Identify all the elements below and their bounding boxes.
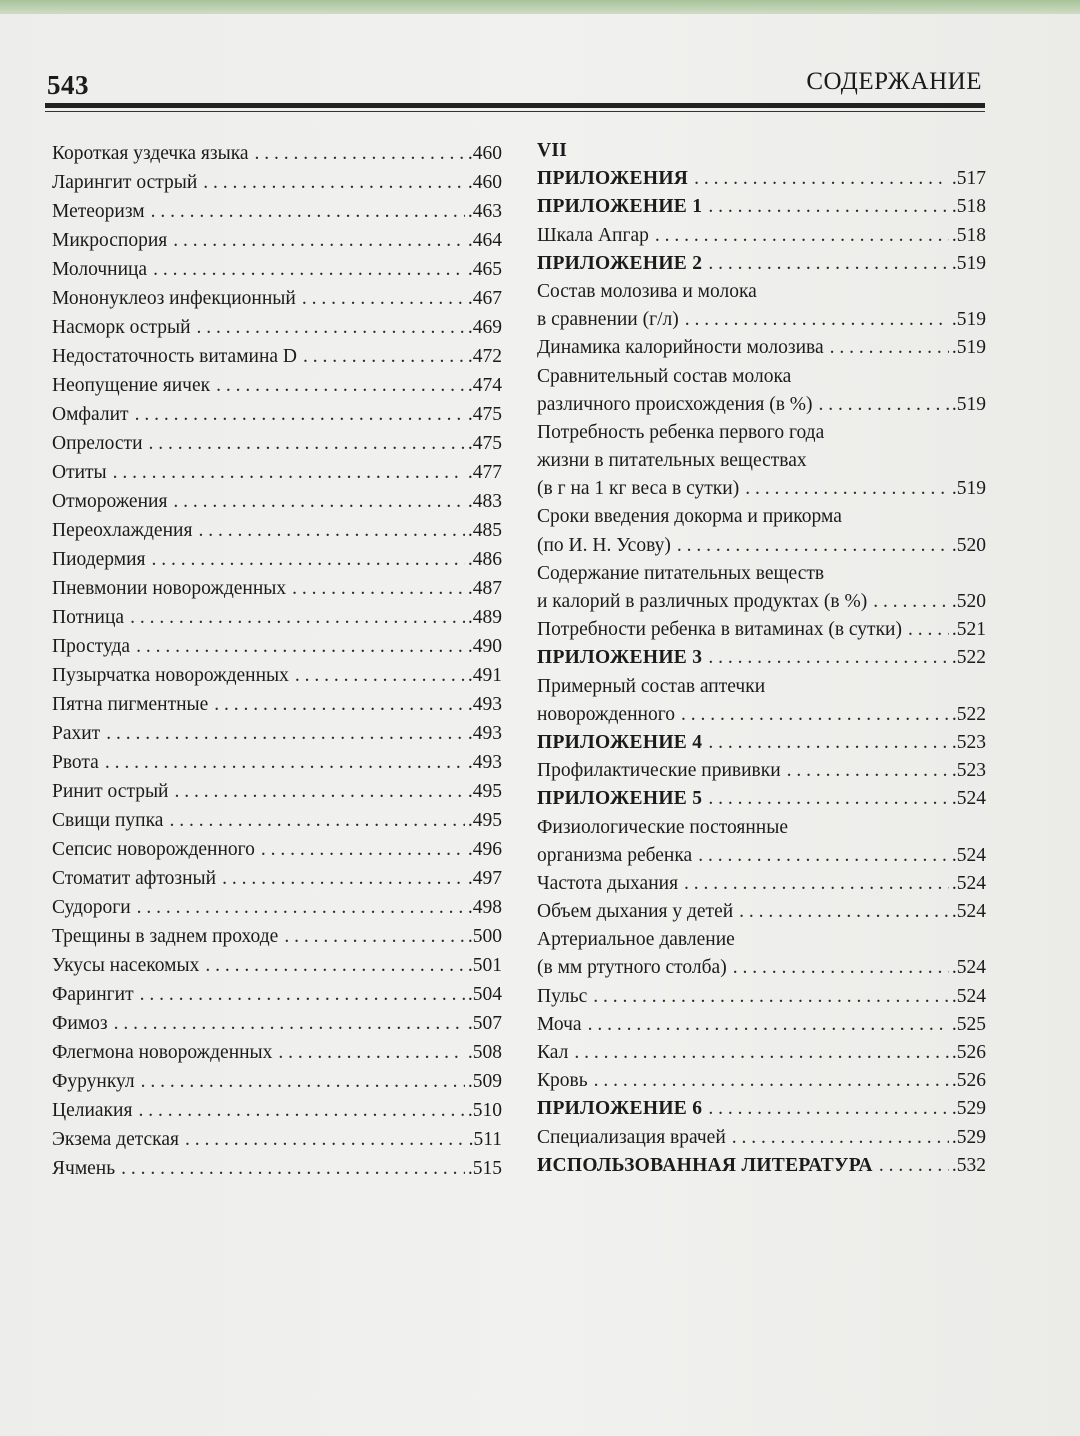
toc-entry	[537, 1152, 986, 1180]
toc-dot-leader	[197, 313, 465, 342]
toc-entry-title: Содержание питательных веществ	[537, 562, 825, 584]
toc-entry-page: .487	[467, 578, 502, 599]
toc-entry-page: .521	[951, 619, 986, 641]
toc-entry-page: .524	[951, 901, 986, 923]
toc-entry-title: Микроспория	[52, 230, 168, 251]
toc-entry-page: .483	[467, 491, 502, 512]
toc-entry-title: (по И. Н. Усову)	[537, 534, 671, 556]
toc-entry-title: Динамика калорийности молозива	[537, 337, 824, 359]
toc-dot-leader	[708, 1095, 949, 1123]
toc-entry	[52, 545, 502, 574]
toc-entry	[52, 835, 502, 864]
toc-entry-page: .491	[467, 665, 502, 686]
toc-entry	[52, 342, 502, 371]
toc-entry-page: .519	[951, 309, 986, 331]
toc-dot-leader	[745, 475, 949, 503]
toc-entry	[52, 168, 502, 197]
toc-entry	[52, 690, 502, 719]
toc-entry-page: .529	[951, 1098, 986, 1120]
toc-dot-leader	[136, 632, 465, 661]
toc-entry-title: ПРИЛОЖЕНИЕ 3	[537, 647, 703, 669]
toc-entry-title: ПРИЛОЖЕНИЕ 2	[537, 252, 703, 274]
toc-dot-leader	[655, 222, 949, 250]
toc-entry-title: Частота дыхания	[537, 872, 679, 894]
toc-entry-line	[537, 503, 986, 531]
toc-dot-leader	[292, 574, 465, 603]
toc-entry-title: Рахит	[52, 723, 101, 744]
toc-entry-title: Сравнительный состав молока	[537, 365, 792, 387]
toc-entry-title: Ячмень	[52, 1158, 116, 1179]
toc-entry	[537, 1039, 986, 1067]
toc-dot-leader	[694, 165, 949, 193]
toc-entry	[537, 757, 986, 785]
toc-entry-title: Пятна пигментные	[52, 694, 209, 715]
toc-entry	[52, 980, 502, 1009]
toc-dot-leader	[130, 603, 465, 632]
toc-entry-title: Кал	[537, 1042, 569, 1063]
toc-dot-leader	[169, 806, 464, 835]
toc-entry-page: .518	[951, 224, 986, 246]
toc-entry-title: Сепсис новорожденного	[52, 839, 255, 860]
toc-entry-page: .472	[467, 346, 502, 367]
toc-entry-title: Артериальное давление	[537, 929, 735, 951]
toc-entry-page: .520	[951, 591, 986, 612]
toc-dot-leader	[574, 1039, 949, 1067]
toc-entry-title: Молочница	[52, 259, 148, 280]
toc-entry-title: (в г на 1 кг веса в сутки)	[537, 478, 740, 500]
toc-entry	[52, 922, 502, 951]
toc-entry-title: Мононуклеоз инфекционный	[52, 288, 296, 309]
toc-entry-page: .532	[951, 1154, 986, 1176]
toc-entry	[52, 284, 502, 313]
toc-dot-leader	[593, 983, 949, 1011]
toc-entry	[537, 222, 986, 250]
toc-dot-leader	[185, 1125, 466, 1154]
toc-entry-title: VII	[537, 140, 568, 161]
toc-entry-page: .498	[467, 897, 502, 918]
toc-entry-title: в сравнении (г/л)	[537, 309, 679, 331]
toc-entry-title: Флегмона новорожденных	[52, 1042, 273, 1063]
toc-entry	[52, 661, 502, 690]
toc-entry	[537, 785, 986, 813]
toc-entry	[52, 632, 502, 661]
toc-entry	[52, 603, 502, 632]
toc-entry-page: .510	[467, 1100, 502, 1121]
toc-entry-title: Простуда	[52, 636, 131, 657]
toc-entry-page: .522	[951, 647, 986, 669]
background-strip	[0, 0, 1080, 14]
toc-entry	[537, 842, 986, 870]
toc-entry	[537, 729, 986, 757]
toc-dot-leader	[295, 661, 465, 690]
toc-entry	[537, 616, 986, 644]
toc-entry-title: Стоматит афтозный	[52, 868, 217, 889]
toc-dot-leader	[685, 306, 949, 334]
toc-entry-title: Пульс	[537, 985, 588, 1007]
header-rule-thin	[45, 111, 985, 112]
toc-entry-title: Сроки введения докорма и прикорма	[537, 506, 842, 528]
toc-entry-page: .520	[951, 534, 986, 556]
toc-entry-title: Отморожения	[52, 491, 168, 512]
toc-entry	[52, 1125, 502, 1154]
toc-entry-page: .522	[951, 703, 986, 725]
toc-dot-leader	[879, 1152, 949, 1180]
toc-entry-page: .489	[467, 607, 502, 628]
toc-entry-title: Состав молозива и молока	[537, 280, 757, 302]
toc-entry-page: .525	[951, 1013, 986, 1035]
toc-dot-leader	[873, 588, 949, 616]
toc-entry	[52, 1067, 502, 1096]
toc-entry-title: ПРИЛОЖЕНИЕ 4	[537, 731, 703, 753]
toc-entry-line	[537, 447, 986, 475]
toc-entry	[52, 777, 502, 806]
toc-entry-page: .526	[951, 1042, 986, 1063]
toc-entry-line	[537, 137, 986, 165]
toc-entry-title: жизни в питательных веществах	[537, 450, 807, 472]
toc-dot-leader	[708, 729, 949, 757]
toc-entry	[537, 165, 986, 193]
toc-dot-leader	[222, 864, 465, 893]
toc-entry-page: .495	[467, 781, 502, 802]
toc-entry-page: .463	[467, 201, 502, 222]
toc-entry	[537, 475, 986, 503]
toc-entry	[52, 719, 502, 748]
contents-right-column	[537, 137, 986, 1180]
toc-entry-page: .519	[951, 393, 986, 415]
toc-entry-page: .474	[467, 375, 502, 396]
toc-dot-leader	[739, 898, 949, 926]
toc-dot-leader	[684, 870, 949, 898]
toc-entry-title: Потница	[52, 607, 125, 628]
toc-dot-leader	[175, 777, 465, 806]
toc-dot-leader	[732, 1124, 949, 1152]
toc-dot-leader	[261, 835, 465, 864]
toc-dot-leader	[113, 458, 465, 487]
toc-dot-leader	[278, 1038, 464, 1067]
toc-entry-line	[537, 363, 986, 391]
toc-entry-page: .529	[951, 1126, 986, 1148]
toc-entry-title: Объем дыхания у детей	[537, 901, 734, 923]
toc-entry	[537, 334, 986, 362]
toc-entry-title: Шкала Апгар	[537, 224, 649, 246]
toc-entry-title: Опрелости	[52, 433, 143, 454]
toc-entry-title: Переохлаждения	[52, 520, 193, 541]
toc-entry-page: .507	[467, 1013, 502, 1034]
toc-entry-page: .509	[467, 1071, 502, 1092]
toc-dot-leader	[137, 893, 465, 922]
toc-entry-title: ИСПОЛЬЗОВАННАЯ ЛИТЕРАТУРА	[537, 1154, 873, 1176]
toc-entry-page: .475	[467, 404, 502, 425]
toc-entry-page: .504	[467, 984, 502, 1005]
toc-entry-page: .523	[951, 760, 986, 782]
toc-entry	[537, 1124, 986, 1152]
toc-entry-page: .523	[951, 731, 986, 753]
toc-entry-title: Насморк острый	[52, 317, 191, 338]
toc-dot-leader	[138, 1096, 464, 1125]
toc-dot-leader	[203, 168, 465, 197]
toc-dot-leader	[708, 193, 949, 221]
toc-entry-page: .526	[951, 1070, 986, 1092]
toc-entry	[52, 748, 502, 777]
toc-dot-leader	[698, 842, 949, 870]
toc-entry	[537, 898, 986, 926]
toc-entry	[52, 313, 502, 342]
toc-entry-page: .475	[467, 433, 502, 454]
toc-dot-leader	[140, 980, 465, 1009]
toc-dot-leader	[114, 1009, 465, 1038]
toc-entry-page: .477	[467, 462, 502, 483]
toc-entry-title: различного происхождения (в %)	[537, 393, 813, 415]
toc-entry	[537, 983, 986, 1011]
toc-dot-leader	[198, 516, 464, 545]
toc-entry-page: .524	[951, 788, 986, 810]
toc-entry-title: ПРИЛОЖЕНИЕ 5	[537, 788, 703, 810]
contents-left-column	[52, 139, 502, 1183]
toc-entry-title: Метеоризм	[52, 201, 145, 222]
toc-entry-page: .493	[467, 752, 502, 773]
toc-dot-leader	[135, 400, 465, 429]
toc-entry-page: .515	[467, 1158, 502, 1179]
toc-entry-title: Физиологические постоянные	[537, 816, 788, 838]
running-head: СОДЕРЖАНИЕ	[806, 68, 982, 95]
toc-dot-leader	[149, 429, 465, 458]
toc-entry-page: .460	[467, 172, 502, 193]
toc-dot-leader	[819, 391, 949, 419]
toc-entry-page: .493	[467, 694, 502, 715]
page-number: 543	[47, 70, 89, 100]
toc-entry-page: .495	[467, 810, 502, 831]
toc-dot-leader	[255, 139, 465, 168]
toc-entry	[52, 255, 502, 284]
toc-entry-title: Короткая уздечка языка	[52, 143, 249, 164]
toc-entry-title: Фарингит	[52, 984, 134, 1005]
toc-entry-title: ПРИЛОЖЕНИЕ 6	[537, 1098, 703, 1120]
toc-entry	[52, 951, 502, 980]
toc-entry-page: .524	[951, 844, 986, 866]
toc-entry	[52, 429, 502, 458]
toc-entry	[52, 574, 502, 603]
toc-entry-page: .486	[467, 549, 502, 570]
toc-entry	[52, 226, 502, 255]
toc-entry-title: Экзема детская	[52, 1129, 179, 1150]
toc-entry-title: Трещины в заднем проходе	[52, 926, 279, 947]
toc-dot-leader	[302, 284, 465, 313]
toc-entry-page: .464	[467, 230, 502, 251]
toc-entry	[52, 1038, 502, 1067]
toc-entry	[52, 400, 502, 429]
toc-entry-title: Фимоз	[52, 1013, 108, 1034]
toc-entry-line	[537, 278, 986, 306]
toc-entry-page: .467	[467, 288, 502, 309]
toc-entry-title: Ринит острый	[52, 781, 169, 802]
toc-entry-title: Потребность ребенка первого года	[537, 421, 825, 443]
toc-dot-leader	[106, 719, 465, 748]
toc-entry-page: .524	[951, 957, 986, 979]
toc-entry-title: ПРИЛОЖЕНИЕ 1	[537, 196, 703, 218]
toc-dot-leader	[733, 954, 949, 982]
toc-entry-page: .485	[467, 520, 502, 541]
toc-entry	[52, 139, 502, 168]
toc-entry-title: Отиты	[52, 462, 107, 483]
toc-entry-page: .511	[468, 1129, 502, 1150]
toc-entry-title: и калорий в различных продуктах (в %)	[537, 591, 868, 612]
toc-dot-leader	[588, 1011, 949, 1039]
toc-entry	[537, 1095, 986, 1123]
toc-entry-line	[537, 926, 986, 954]
toc-entry	[52, 458, 502, 487]
toc-entry-page: .524	[951, 872, 986, 894]
toc-entry	[52, 864, 502, 893]
toc-entry-page: .524	[951, 985, 986, 1007]
toc-entry	[537, 954, 986, 982]
toc-entry	[52, 516, 502, 545]
toc-entry-page: .490	[467, 636, 502, 657]
toc-entry	[537, 1011, 986, 1039]
header-rule-thick	[45, 103, 985, 108]
toc-entry-page: .508	[467, 1042, 502, 1063]
toc-entry	[537, 701, 986, 729]
toc-entry-page: .519	[951, 252, 986, 274]
toc-dot-leader	[105, 748, 465, 777]
toc-entry	[52, 197, 502, 226]
toc-dot-leader	[677, 532, 949, 560]
toc-entry-title: Специализация врачей	[537, 1126, 726, 1148]
toc-entry-line	[537, 560, 986, 588]
toc-entry-title: (в мм ртутного столба)	[537, 957, 727, 979]
toc-entry	[537, 644, 986, 672]
toc-dot-leader	[830, 334, 949, 362]
toc-dot-leader	[594, 1067, 949, 1095]
toc-entry-title: Свищи пупка	[52, 810, 164, 831]
toc-dot-leader	[151, 545, 464, 574]
toc-entry-title: Целиакия	[52, 1100, 133, 1121]
toc-entry	[537, 306, 986, 334]
toc-entry	[52, 893, 502, 922]
toc-entry-title: Судороги	[52, 897, 131, 918]
toc-dot-leader	[303, 342, 465, 371]
toc-entry	[537, 588, 986, 616]
toc-entry-title: Фурункул	[52, 1071, 135, 1092]
toc-entry-title: Недостаточность витамина D	[52, 346, 298, 367]
toc-entry-line	[537, 814, 986, 842]
toc-entry-title: Пузырчатка новорожденных	[52, 665, 289, 686]
toc-entry	[52, 1009, 502, 1038]
toc-entry-title: Рвота	[52, 752, 99, 773]
toc-dot-leader	[214, 690, 465, 719]
toc-entry	[52, 371, 502, 400]
toc-entry	[537, 1067, 986, 1095]
toc-entry-page: .460	[467, 143, 502, 164]
toc-entry	[537, 193, 986, 221]
toc-entry	[537, 532, 986, 560]
toc-entry-page: .469	[467, 317, 502, 338]
toc-entry	[537, 250, 986, 278]
toc-entry-page: .496	[467, 839, 502, 860]
toc-entry-line	[537, 673, 986, 701]
toc-dot-leader	[708, 644, 949, 672]
toc-entry-title: Кровь	[537, 1070, 588, 1092]
toc-entry-page: .465	[467, 259, 502, 280]
toc-entry-title: Ларингит острый	[52, 172, 198, 193]
toc-entry-page: .500	[467, 926, 502, 947]
toc-dot-leader	[121, 1154, 465, 1183]
toc-dot-leader	[787, 757, 949, 785]
toc-entry-page: .518	[951, 196, 986, 218]
toc-dot-leader	[681, 701, 949, 729]
toc-dot-leader	[151, 197, 465, 226]
toc-dot-leader	[153, 255, 465, 284]
toc-entry	[537, 391, 986, 419]
toc-dot-leader	[141, 1067, 465, 1096]
toc-entry-page: .519	[951, 337, 986, 359]
toc-entry-page: .493	[467, 723, 502, 744]
toc-dot-leader	[205, 951, 465, 980]
toc-entry-title: Омфалит	[52, 404, 129, 425]
toc-entry	[52, 806, 502, 835]
toc-entry-page: .519	[951, 478, 986, 500]
toc-entry-title: Пневмонии новорожденных	[52, 578, 287, 599]
toc-entry-title: Укусы насекомых	[52, 955, 200, 976]
toc-entry	[52, 1096, 502, 1125]
toc-entry	[537, 870, 986, 898]
toc-entry	[52, 1154, 502, 1183]
toc-entry	[52, 487, 502, 516]
toc-dot-leader	[908, 616, 949, 644]
toc-entry-title: Потребности ребенка в витаминах (в сутки)	[537, 619, 902, 641]
toc-entry-page: .501	[467, 955, 502, 976]
toc-dot-leader	[216, 371, 465, 400]
toc-entry-title: Пиодермия	[52, 549, 146, 570]
toc-entry-title: Примерный состав аптечки	[537, 675, 766, 697]
toc-entry-title: Моча	[537, 1013, 582, 1035]
toc-entry-title: новорожденного	[537, 703, 675, 725]
toc-entry-page: .497	[467, 868, 502, 889]
toc-entry-title: Неопущение яичек	[52, 375, 211, 396]
toc-dot-leader	[708, 785, 949, 813]
toc-dot-leader	[173, 487, 464, 516]
toc-entry-line	[537, 419, 986, 447]
toc-entry-title: организма ребенка	[537, 844, 693, 866]
toc-entry-title: Профилактические прививки	[537, 760, 781, 782]
toc-dot-leader	[173, 226, 465, 255]
toc-entry-title: ПРИЛОЖЕНИЯ	[537, 168, 689, 190]
toc-dot-leader	[708, 250, 949, 278]
toc-entry-page: .517	[951, 168, 986, 190]
toc-dot-leader	[284, 922, 465, 951]
